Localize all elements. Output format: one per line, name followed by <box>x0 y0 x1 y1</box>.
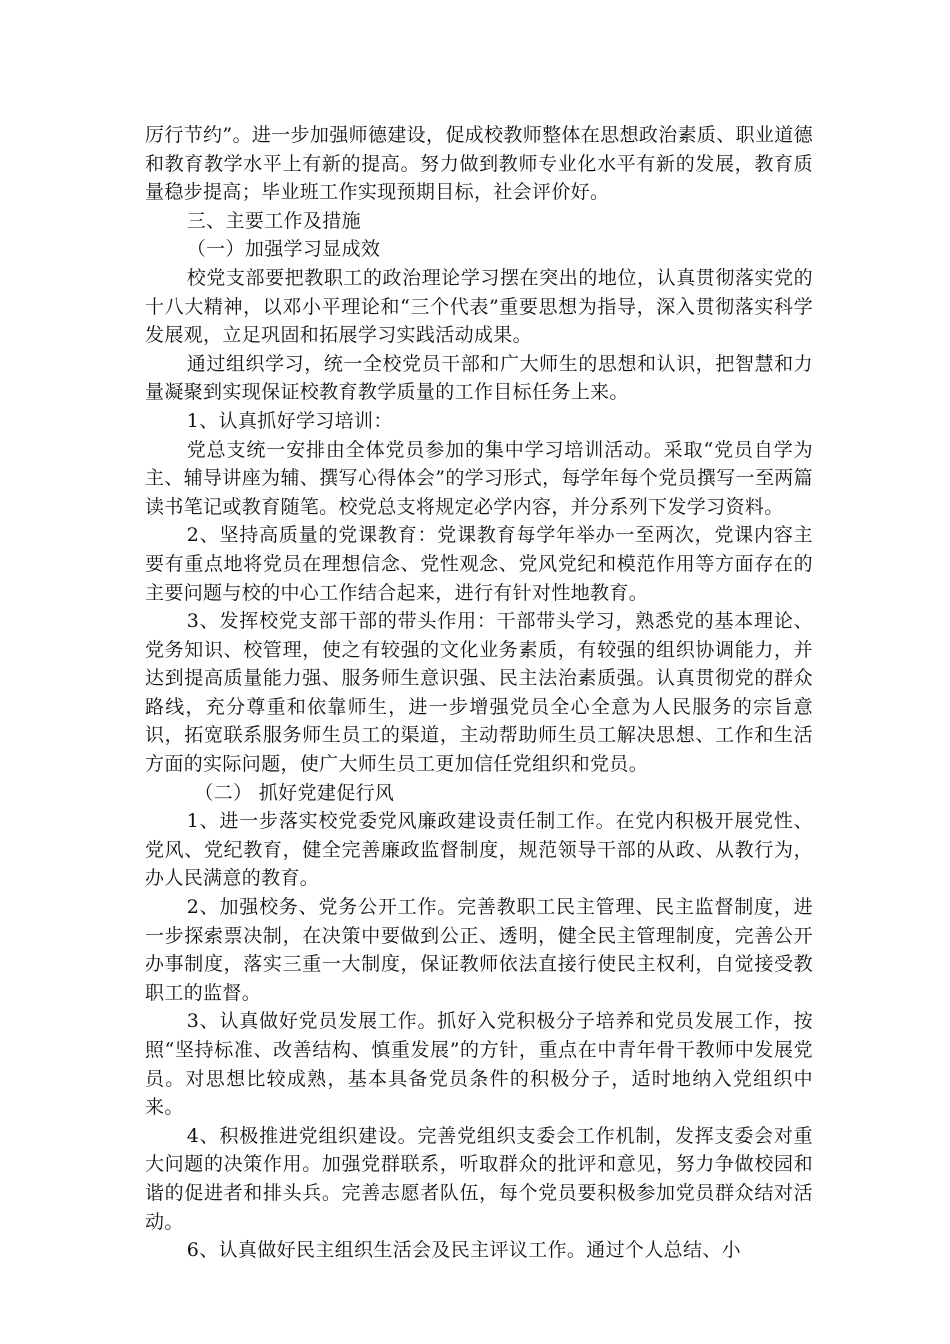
paragraph-organize-study: 通过组织学习，统一全校党员干部和广大师生的思想和认识，把智慧和力量凝聚到实现保证校教育教学质量的工作目标任务上来。 <box>145 352 813 404</box>
paragraph-party-lessons: 2、坚持高质量的党课教育：党课教育每学年举办一至两次，党课内容主要有重点地将党员在理想信念、党性观念、党风党纪和模范作用等方面存在的主要问题与校的中心工作结合起来，进行有针对性地教育。 <box>145 524 813 604</box>
paragraph-integrity-responsibility: 1、进一步落实校党委党风廉政建设责任制工作。在党内积极开展党性、党风、党纪教育，健全完善廉政监督制度，规范领导干部的从政、从教行为，办人民满意的教育。 <box>145 810 813 890</box>
paragraph-training-detail: 党总支统一安排由全体党员参加的集中学习培训活动。采取“党员自学为主、辅导讲座为辅、撰写心得体会”的学习形式，每学年每个党员撰写一至两篇读书笔记或教育随笔。校党总支将规定必学内容，并分系列下发学习资料。 <box>145 438 813 518</box>
paragraph-cadre-leadership: 3、发挥校党支部干部的带头作用：干部带头学习，熟悉党的基本理论、党务知识、校管理，使之有较强的文化业务素质，有较强的组织协调能力，并达到提高质量能力强、服务师生意识强、民主法治素质强。认真贯彻党的群众路线，充分尊重和依靠师生，进一步增强党员全心全意为人民服务的宗旨意识，拓宽联系服务师生员工的渠道，主动帮助师生员工解决思想、工作和生活方面的实际问题，使广大师生员工更加信任党组织和党员。 <box>145 610 813 776</box>
paragraph-affairs-openness: 2、加强校务、党务公开工作。完善教职工民主管理、民主监督制度，进一步探索票决制，在决策中要做到公正、透明，健全民主管理制度，完善公开办事制度，落实三重一大制度，保证教师依法直接行使民主权利，自觉接受教职工的监督。 <box>145 896 813 1004</box>
subsection-heading-study: （一）加强学习显成效 <box>186 238 381 261</box>
paragraph-political-study: 校党支部要把教职工的政治理论学习摆在突出的地位，认真贯彻落实党的十八大精神，以邓小平理论和“三个代表”重要思想为指导，深入贯彻落实科学发展观，立足巩固和拓展学习实践活动成果。 <box>145 266 813 347</box>
subsection-heading-party-building: （二） 抓好党建促行风 <box>194 781 395 804</box>
section-heading-main-work: 三、主要工作及措施 <box>186 209 361 232</box>
paragraph-organization-building: 4、积极推进党组织建设。完善党组织支委会工作机制，发挥支委会对重大问题的决策作用。加强党群联系，听取群众的批评和意见，努力争做校园和谐的促进者和排头兵。完善志愿者队伍，每个党员要积极参加党员群众结对活动。 <box>145 1124 813 1233</box>
paragraph-intro-continuation: 厉行节约”。进一步加强师德建设，促成校教师整体在思想政治素质、职业道德和教育教学水平上有新的提高。努力做到教师专业化水平有新的发展，教育质量稳步提高；毕业班工作实现预期目标，社会评价好。 <box>145 124 813 204</box>
paragraph-member-development: 3、认真做好党员发展工作。抓好入党积极分子培养和党员发展工作，按照“坚持标准、改善结构、慎重发展”的方针，重点在中青年骨干教师中发展党员。对思想比较成熟，基本具备党员条件的积极分子，适时地纳入党组织中来。 <box>145 1010 813 1119</box>
paragraph-democratic-life: 6、认真做好民主组织生活会及民主评议工作。通过个人总结、小 <box>186 1239 742 1262</box>
item-heading-training: 1、认真抓好学习培训： <box>186 409 393 432</box>
document-body <box>145 121 813 1265</box>
